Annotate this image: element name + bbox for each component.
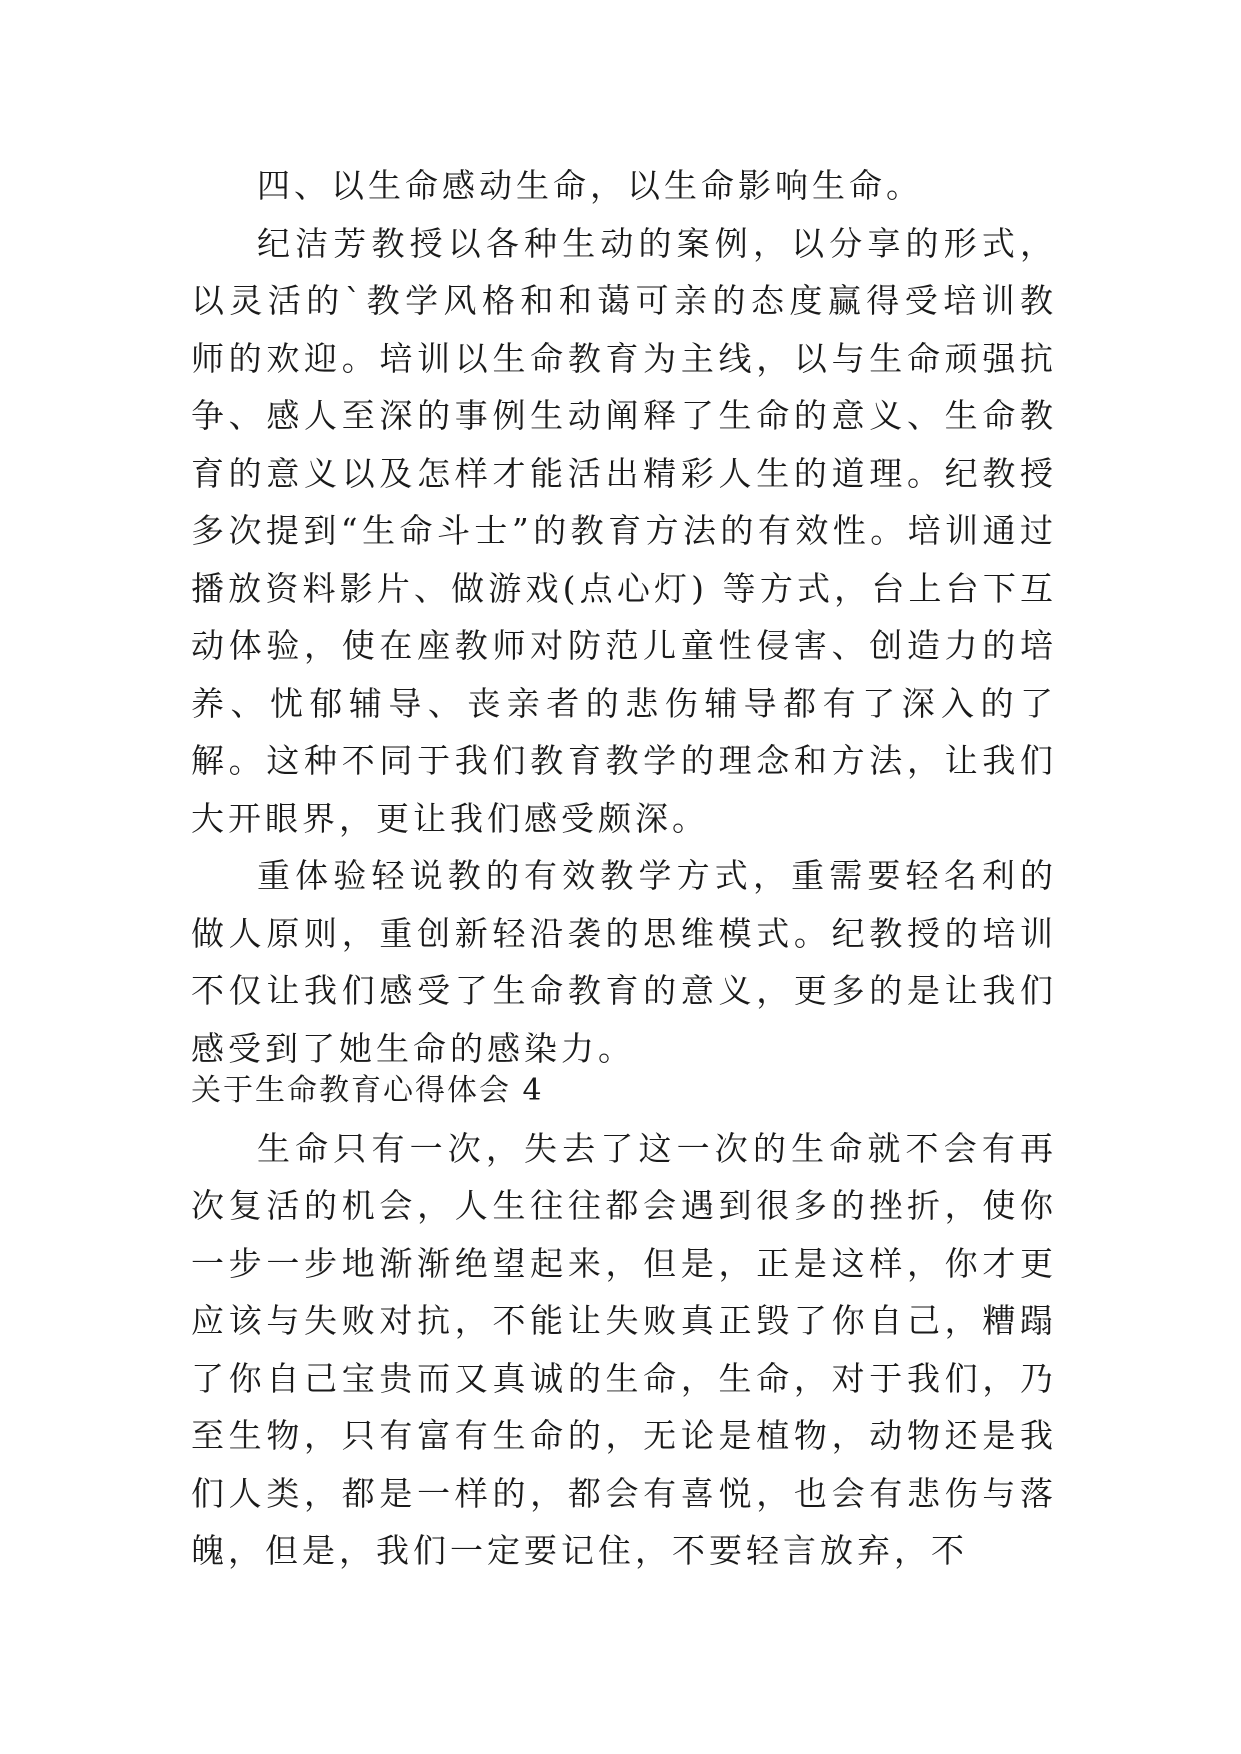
essay-four-paragraph-1: 生命只有一次，失去了这一次的生命就不会有再次复活的机会，人生往往都会遇到很多的挫折，使你一步一步地渐渐绝望起来，但是，正是这样，你才更应该与失败对抗，不能让失败真正毁了你自己，糟蹋了你自己宝贵而又真诚的生命，生命，对于我们，乃至生物，只有富有生命的，无论是植物，动物还是我们人类，都是一样的，都会有喜悦，也会有悲伤与落魄，但是，我们一定要记住，不要轻言放弃，不 [191, 1128, 1057, 1570]
section-four-paragraph-2: 重体验轻说教的有效教学方式，重需要轻名利的做人原则，重创新轻沿袭的思维模式。纪教授的培训不仅让我们感受了生命教育的意义，更多的是让我们感受到了她生命的感染力。 [191, 856, 1057, 1068]
section-four [191, 157, 1057, 1077]
section-four-heading: 四、以生命感动生命，以生命影响生命。 [257, 166, 923, 205]
essay-four-title: 关于生命教育心得体会 4 [191, 1073, 544, 1108]
essay-four [191, 1062, 1057, 1580]
section-four-paragraph-1: 纪洁芳教授以各种生动的案例，以分享的形式，以灵活的`教学风格和和蔼可亲的态度赢得受培训教师的欢迎。培训以生命教育为主线，以与生命顽强抗争、感人至深的事例生动阐释了生命的意义、生命教育的意义以及怎样才能活出精彩人生的道理。纪教授多次提到“生命斗士”的教育方法的有效性。培训通过播放资料影片、做游戏(点心灯) 等方式，台上台下互动体验，使在座教师对防范儿童性侵害、创造力的培养、忧郁辅导、丧亲者的悲伤辅导都有了深入的了解。这种不同于我们教育教学的理念和方法，让我们大开眼界，更让我们感受颇深。 [191, 223, 1057, 838]
